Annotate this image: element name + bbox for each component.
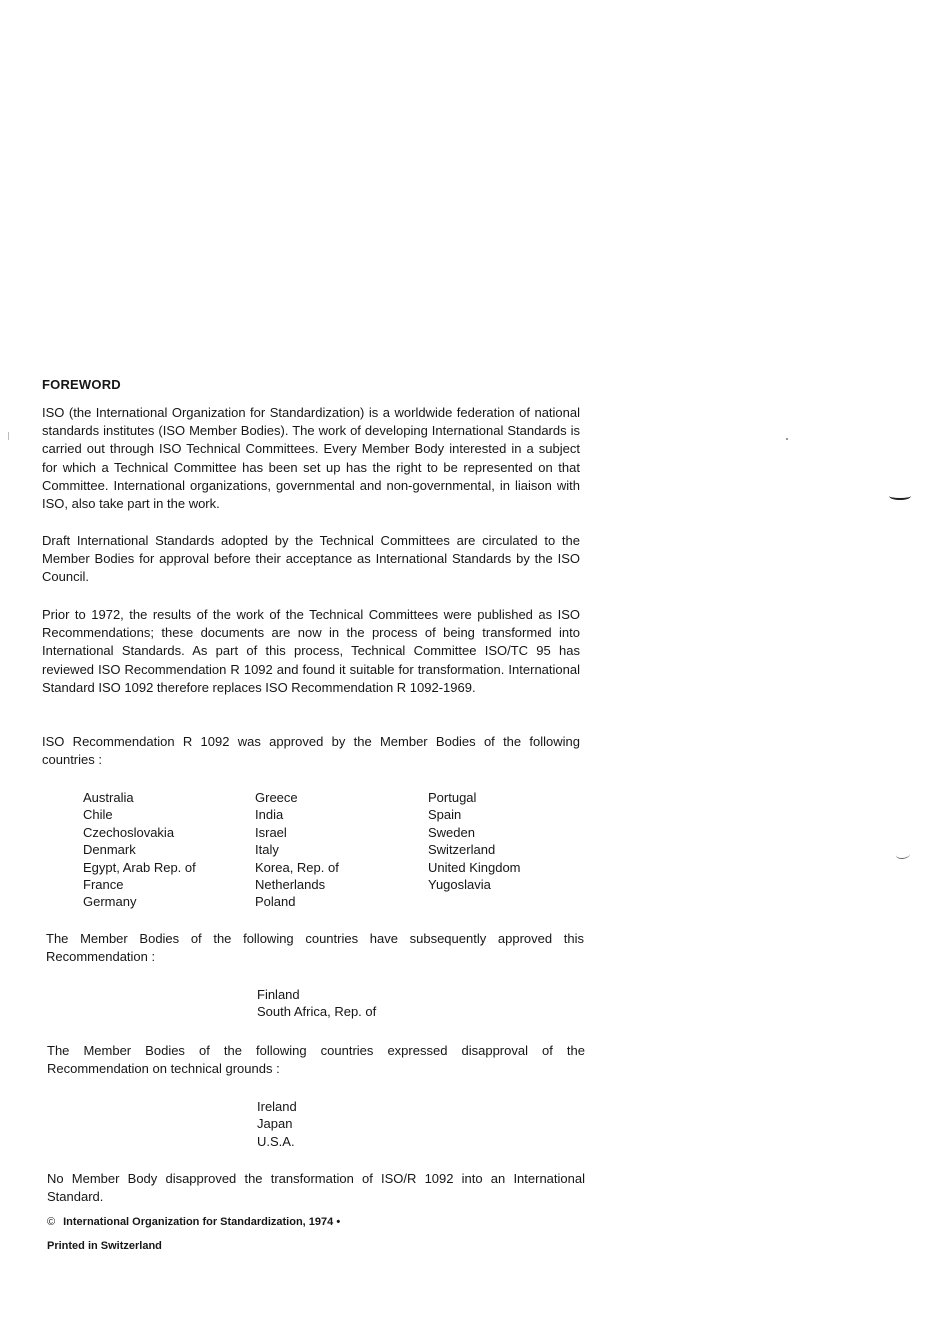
foreword-paragraph: ISO (the International Organization for Standardization) is a worldwide federation of national standards institutes (ISO Member Bodies). The work of developing International Standards is carried out through ISO Technical Committees. Every Member Body interested in a subject for which a Technical Committee has been set up has the right to be represented on that Committee. International organizations, governmental and non-governmental, in liaison with ISO, also take part in the work. <box>42 405 580 512</box>
country-item: United Kingdom <box>428 859 521 875</box>
country-item: Sweden <box>428 824 475 840</box>
approval-intro: ISO Recommendation R 1092 was approved by the Member Bodies of the following countries : <box>42 734 580 768</box>
country-list-column-2 <box>255 789 339 911</box>
scan-artifact-line <box>8 432 9 440</box>
country-item: Korea, Rep. of <box>255 859 339 875</box>
country-item: Egypt, Arab Rep. of <box>83 859 196 875</box>
country-item: South Africa, Rep. of <box>257 1004 377 1020</box>
country-item: Chile <box>83 807 113 823</box>
country-item: Yugoslavia <box>428 877 491 893</box>
disapproving-country-list <box>257 1098 297 1150</box>
country-item: Australia <box>83 790 134 805</box>
country-list-column-1 <box>83 789 196 911</box>
foreword-paragraph: Draft International Standards adopted by the Technical Committees are circulated to the Member Bodies for approval before their acceptance as International Standards by the ISO Council. <box>42 533 580 585</box>
country-item: Italy <box>255 842 279 858</box>
copyright-text: International Organization for Standardization, 1974 • <box>63 1216 341 1228</box>
printed-in-line: Printed in Switzerland <box>47 1240 162 1252</box>
country-item: Japan <box>257 1116 293 1132</box>
country-item: Germany <box>83 894 137 910</box>
country-item: Czechoslovakia <box>83 824 175 840</box>
country-item: Israel <box>255 824 287 840</box>
scan-artifact-mark <box>889 492 911 500</box>
country-item: Denmark <box>83 842 136 858</box>
country-item: Portugal <box>428 790 477 805</box>
country-item: Greece <box>255 790 298 805</box>
subsequent-country-list <box>257 986 376 1021</box>
scan-artifact-dot <box>786 438 788 440</box>
foreword-paragraph: Prior to 1972, the results of the work of the Technical Committees were published as ISO Recommendations; these documents are now in the process of being transformed into International Standards. As part of this process, Technical Committee ISO/TC 95 has reviewed ISO Recommendation R 1092 and found it suitable for transformation. International Standard ISO 1092 therefore replaces ISO Recommendation R 1092-1969. <box>42 607 580 695</box>
closing-text: No Member Body disapproved the transformation of ISO/R 1092 into an International Standard. <box>47 1171 585 1205</box>
disapproval-text: The Member Bodies of the following countries expressed disapproval of the Recommendation on technical grounds : <box>47 1043 585 1077</box>
country-list-column-3 <box>428 789 521 893</box>
country-item: Ireland <box>257 1099 297 1114</box>
country-item: U.S.A. <box>257 1133 295 1149</box>
country-item: Switzerland <box>428 842 496 858</box>
subsequent-approval-text: The Member Bodies of the following countries have subsequently approved this Recommendation : <box>46 931 584 965</box>
foreword-heading: FOREWORD <box>42 377 121 392</box>
country-item: Spain <box>428 807 462 823</box>
scan-artifact-mark <box>896 850 910 859</box>
country-item: Netherlands <box>255 877 326 893</box>
country-item: India <box>255 807 284 823</box>
country-item: France <box>83 877 124 893</box>
country-item: Poland <box>255 894 296 910</box>
copyright-icon: © <box>47 1216 56 1228</box>
country-item: Finland <box>257 987 300 1002</box>
copyright-line <box>47 1216 340 1228</box>
